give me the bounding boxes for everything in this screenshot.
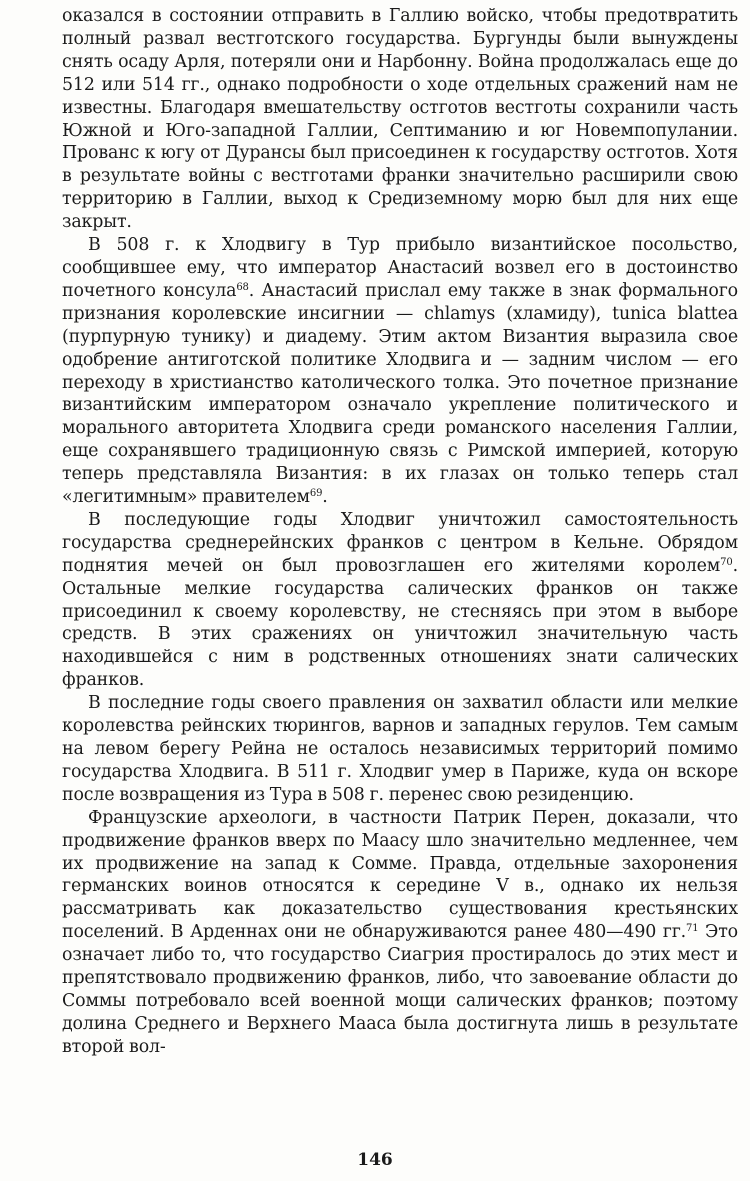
paragraph-3 (62, 509, 738, 692)
paragraph-1-text: оказался в состоянии отправить в Галлию войско, чтобы предотвратить полный развал вестготского государства. Бургунды были вынуждены снять осаду Арля, потеряли они и Нарбонну. Война продолжалась еще до 512 или 514 гг., однако подробности о ходе отдельных сражений нам не известны. Благодаря вмешательству остготов вестготы сохранили часть Южной и Юго-западной Галлии, Септиманию и юг Новемпопулании. Прованс к югу от Дурансы был присоединен к государству остготов. Хотя в результате войны с вестготами франки значительно расширили свою территорию в Галлии, выход к Средиземному морю был для них еще закрыт. (62, 6, 738, 233)
paragraph-1 (62, 5, 738, 234)
paragraph-4-text: В последние годы своего правления он захватил области или мелкие королевства рейнских тюрингов, варнов и западных герулов. Тем самым на левом берегу Рейна не осталось независимых территорий помимо государства Хлодвига. В 511 г. Хлодвиг умер в Париже, куда он вскоре после возвращения из Тура в 508 г. перенес свою резиденцию. (62, 693, 738, 805)
paragraph-2-text: В 508 г. к Хлодвигу в Тур прибыло византийское посольство, сообщившее ему, что император Анастасий возвел его в достоинство почетного консула (62, 235, 738, 301)
paragraph-5-text-cont: Это означает либо то, что государство Сиагрия простиралось до этих мест и препятствовало продвижению франков, либо, что завоевание области до Соммы потребовало всей военной мощи салических франков; поэтому долина Среднего и Верхнего Мааса была достигнута лишь в результате второй вол- (62, 922, 739, 1057)
paragraph-3-text-cont: . Остальные мелкие государства салических франков он также присоединил к своему королевству, не стесняясь при этом в выборе средств. В этих сражениях он уничтожил значительную часть находившейся с ним в родственных отношениях знати салических франков. (62, 555, 738, 691)
paragraph-3-text: В последующие годы Хлодвиг уничтожил самостоятельность государства среднерейнских франков с центром в Кельне. Обрядом поднятия мечей он был провозглашен его жителями королем (62, 509, 738, 576)
body-text (62, 5, 738, 1059)
paragraph-2-text-end: . (322, 487, 328, 508)
paragraph-5 (62, 807, 738, 1059)
page-number: 146 (357, 1150, 393, 1170)
paragraph-5-text: Французские археологи, в частности Патрик Перен, доказали, что продвижение франков вверх по Маасу шло значительно медленнее, чем их продвижение на запад к Сомме. Правда, отдельные захоронения германских воинов относятся к середине V в., однако их нельзя рассматривать как доказательство существования крестьянских поселений. В Арденнах они не обнаруживаются ранее 480—490 гг. (62, 807, 738, 943)
footnote-ref-69: 69 (309, 488, 323, 500)
paragraph-2 (62, 234, 738, 509)
footnote-ref-70: 70 (720, 556, 733, 568)
paragraph-2-text-cont: . Анастасий прислал ему также в знак формального признания королевские инсигнии — chlamys (хламиду), tunica blattea (пурпурную тунику) и диадему. Этим актом Византия выразила свое одобрение антиготской политике Хлодвига и — задним числом — его переходу в христианство католического толка. Это почетное признание византийским императором означало укрепление политического и морального авторитета Хлодвига среди романского населения Галлии, еще сохранявшего традиционную связь с Римской империей, которую теперь представляла Византия: в их глазах он только теперь стал «легитимным» правителем (62, 280, 738, 508)
paragraph-4 (62, 692, 738, 807)
footnote-ref-68: 68 (236, 281, 249, 293)
footnote-ref-71: 71 (686, 923, 699, 935)
